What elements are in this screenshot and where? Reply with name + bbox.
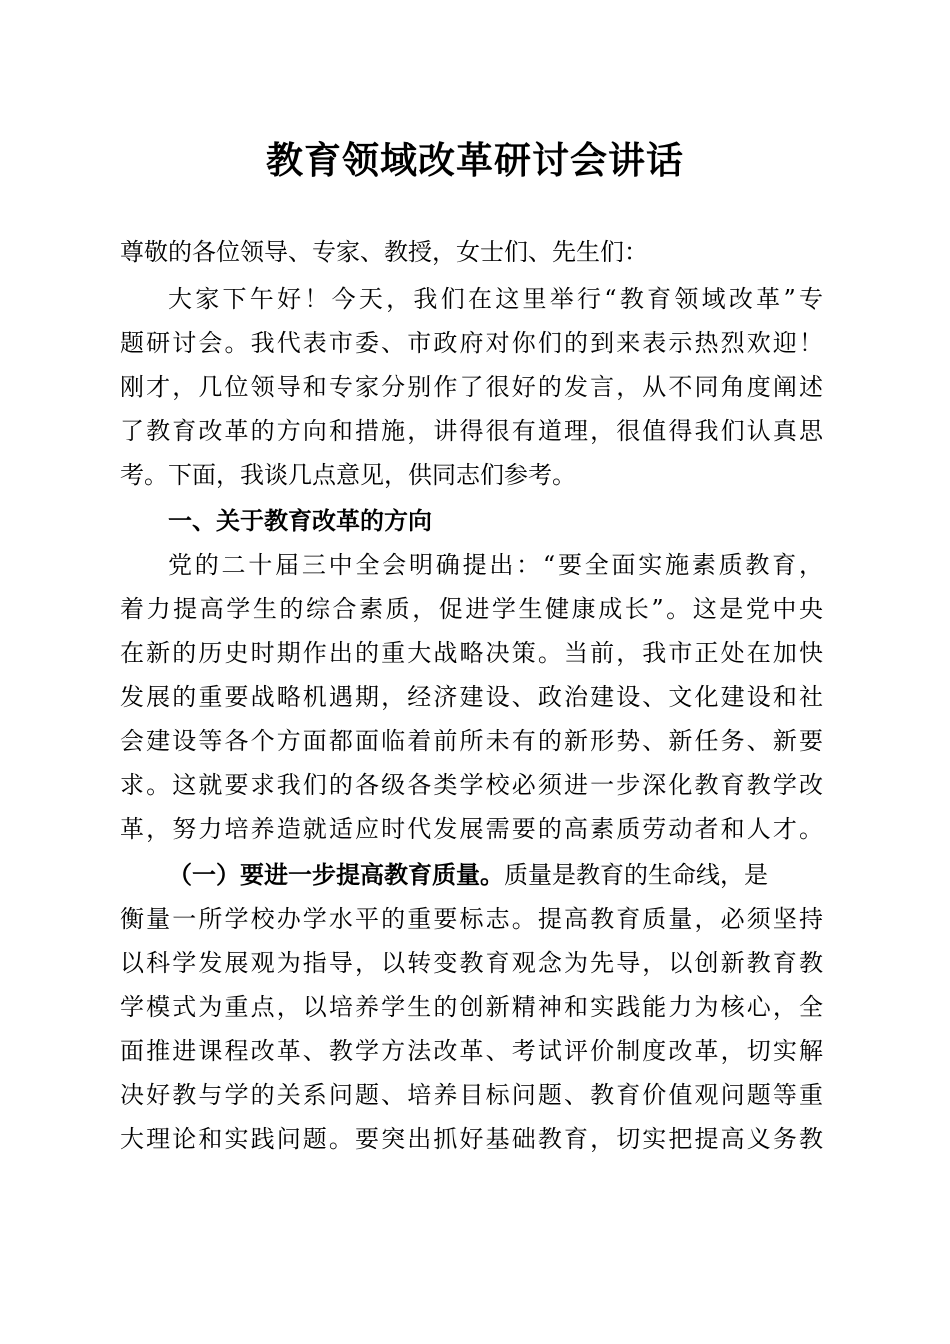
paragraph-line: 发展的重要战略机遇期，经济建设、政治建设、文化建设和社 [120,683,823,711]
paragraph-line: 了教育改革的方向和措施，讲得很有道理，很值得我们认真思 [120,417,823,445]
document-title: 教育领域改革研讨会讲话 [266,138,684,182]
paragraph-line: 考。下面，我谈几点意见，供同志们参考。 [120,461,576,489]
section-heading: 一、关于教育改革的方向 [168,507,432,535]
paragraph-line: 党的二十届三中全会明确提出：“要全面实施素质教育， [168,551,823,579]
paragraph-line: 刚才，几位领导和专家分别作了很好的发言，从不同角度阐述 [120,373,823,401]
paragraph-line: 以科学发展观为指导，以转变教育观念为先导，以创新教育教 [120,949,823,977]
paragraph-line: 革，努力培养造就适应时代发展需要的高素质劳动者和人才。 [120,815,823,843]
paragraph-line: 会建设等各个方面都面临着前所未有的新形势、新任务、新要 [120,727,823,755]
paragraph-line: 题研讨会。我代表市委、市政府对你们的到来表示热烈欢迎！ [120,329,823,357]
paragraph-line: 在新的历史时期作出的重大战略决策。当前，我市正处在加快 [120,639,823,667]
paragraph-line: 衡量一所学校办学水平的重要标志。提高教育质量，必须坚持 [120,905,823,933]
paragraph-line: 求。这就要求我们的各级各类学校必须进一步深化教育教学改 [120,771,823,799]
paragraph-line: 大理论和实践问题。要突出抓好基础教育，切实把提高义务教 [120,1125,823,1153]
salutation: 尊敬的各位领导、专家、教授，女士们、先生们： [120,238,648,266]
paragraph-line: 大家下午好！今天，我们在这里举行“教育领域改革”专 [168,285,823,313]
paragraph-line: 面推进课程改革、教学方法改革、考试评价制度改革，切实解 [120,1037,823,1065]
paragraph-first-line [168,860,823,890]
paragraph-line-rest: 质量是教育的生命线，是 [504,861,768,889]
paragraph-line: 着力提高学生的综合素质，促进学生健康成长”。这是党中央 [120,595,823,623]
paragraph-line: 学模式为重点，以培养学生的创新精神和实践能力为核心，全 [120,993,823,1021]
subsection-lead: （一）要进一步提高教育质量。 [168,860,504,889]
paragraph-line: 决好教与学的关系问题、培养目标问题、教育价值观问题等重 [120,1081,823,1109]
